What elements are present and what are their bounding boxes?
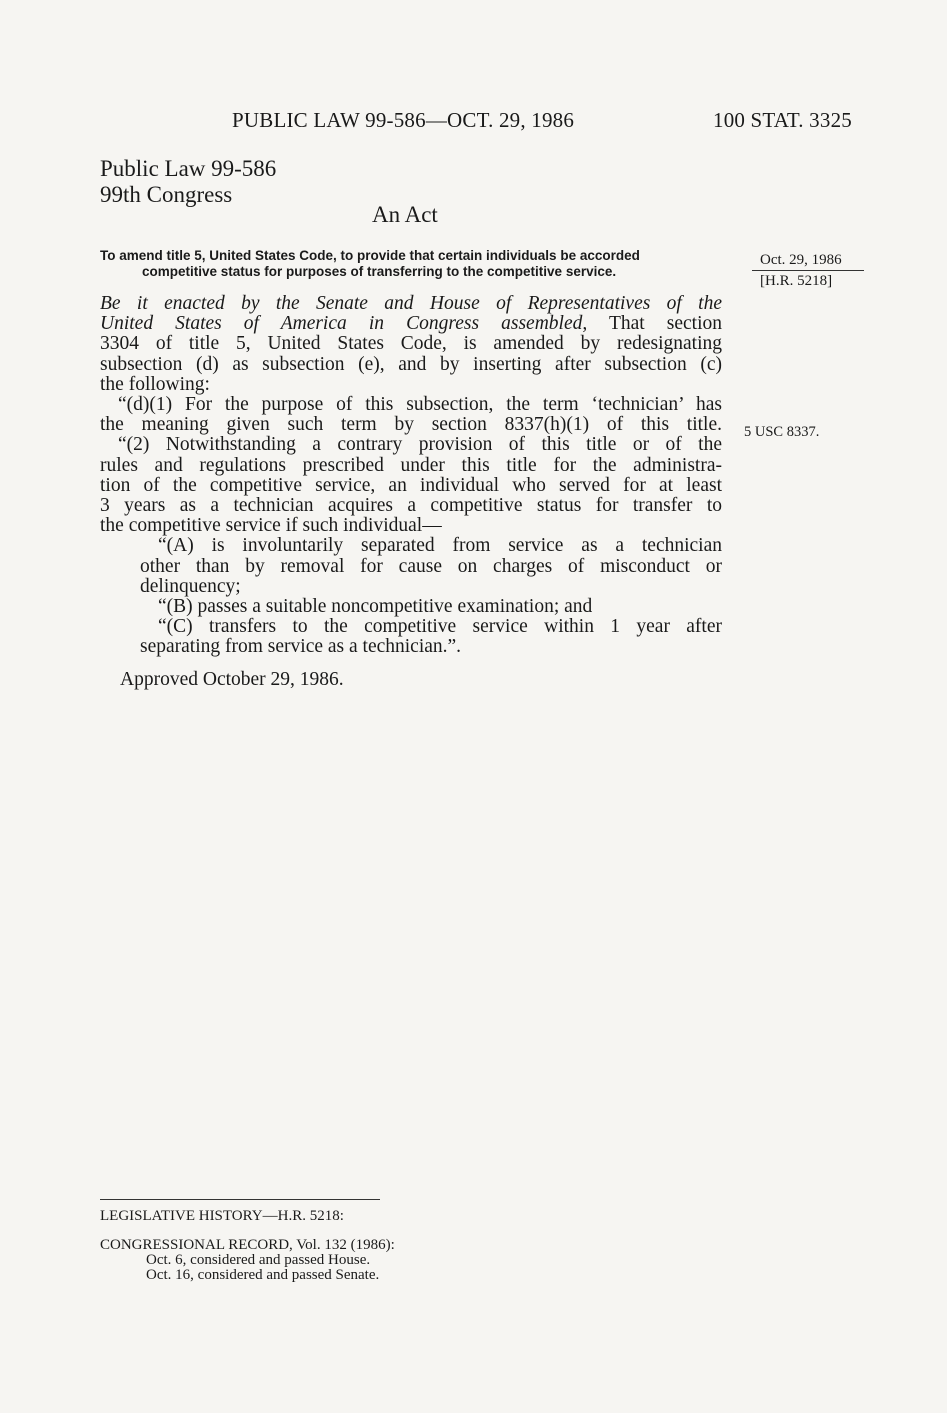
running-head: PUBLIC LAW 99-586—OCT. 29, 1986 bbox=[232, 108, 575, 132]
footer-divider bbox=[100, 1199, 380, 1200]
body-line: 3 years as a technician acquires a competitive status for transfer to bbox=[100, 495, 722, 517]
body-line: delinquency; bbox=[140, 575, 241, 597]
act-heading: An Act bbox=[372, 202, 438, 227]
statute-body bbox=[100, 294, 722, 690]
body-line: “(A) is involuntarily separated from service as a technician bbox=[158, 535, 722, 557]
body-line: rules and regulations prescribed under this title for the administra- bbox=[100, 454, 722, 476]
margin-divider bbox=[752, 270, 864, 271]
body-line: tion of the competitive service, an individual who served for at least bbox=[100, 474, 722, 496]
body-line: the following: bbox=[100, 373, 210, 395]
body-line: other than by removal for cause on charges of misconduct or bbox=[140, 555, 722, 577]
long-title-line: To amend title 5, United States Code, to provide that certain individuals be accorded bbox=[100, 248, 640, 263]
congressional-record-heading: CONGRESSIONAL RECORD, Vol. 132 (1986): bbox=[100, 1237, 395, 1253]
body-line: 3304 of title 5, United States Code, is amended by redesignating bbox=[100, 333, 722, 355]
history-item: Oct. 16, considered and passed Senate. bbox=[146, 1267, 380, 1283]
legislative-history-heading: LEGISLATIVE HISTORY—H.R. 5218: bbox=[100, 1208, 344, 1224]
approval-line: Approved October 29, 1986. bbox=[120, 668, 344, 690]
body-line: “(C) transfers to the competitive service within 1 year after bbox=[158, 616, 722, 638]
body-line: “(2) Notwithstanding a contrary provision of this title or of the bbox=[118, 434, 722, 456]
enacting-clause: United States of America in Congress assembled, bbox=[100, 313, 588, 335]
public-law-number: Public Law 99-586 bbox=[100, 156, 277, 181]
margin-bill-number: [H.R. 5218] bbox=[760, 273, 833, 289]
margin-date: Oct. 29, 1986 bbox=[760, 252, 842, 268]
stat-reference: 100 STAT. 3325 bbox=[713, 108, 852, 132]
history-item: Oct. 6, considered and passed House. bbox=[146, 1252, 371, 1268]
body-line bbox=[100, 314, 722, 334]
long-title bbox=[100, 248, 720, 280]
enacting-clause: Be it enacted by the Senate and House of Representatives of the bbox=[100, 293, 722, 314]
body-line: the competitive service if such individual— bbox=[100, 515, 442, 537]
long-title-line: competitive status for purposes of transferring to the competitive service. bbox=[142, 264, 617, 279]
body-line: “(d)(1) For the purpose of this subsection, the term ‘technician’ has bbox=[118, 394, 722, 416]
body-line: subsection (d) as subsection (e), and by inserting after subsection (c) bbox=[100, 353, 722, 375]
congress-number: 99th Congress bbox=[100, 182, 233, 207]
body-line: “(B) passes a suitable noncompetitive examination; and bbox=[158, 596, 593, 618]
margin-usc-citation: 5 USC 8337. bbox=[744, 424, 820, 440]
body-line: the meaning given such term by section 8337(h)(1) of this title. bbox=[100, 414, 722, 436]
body-text: That section bbox=[587, 313, 722, 335]
body-line: separating from service as a technician.”. bbox=[140, 636, 462, 658]
body-line bbox=[100, 294, 722, 314]
